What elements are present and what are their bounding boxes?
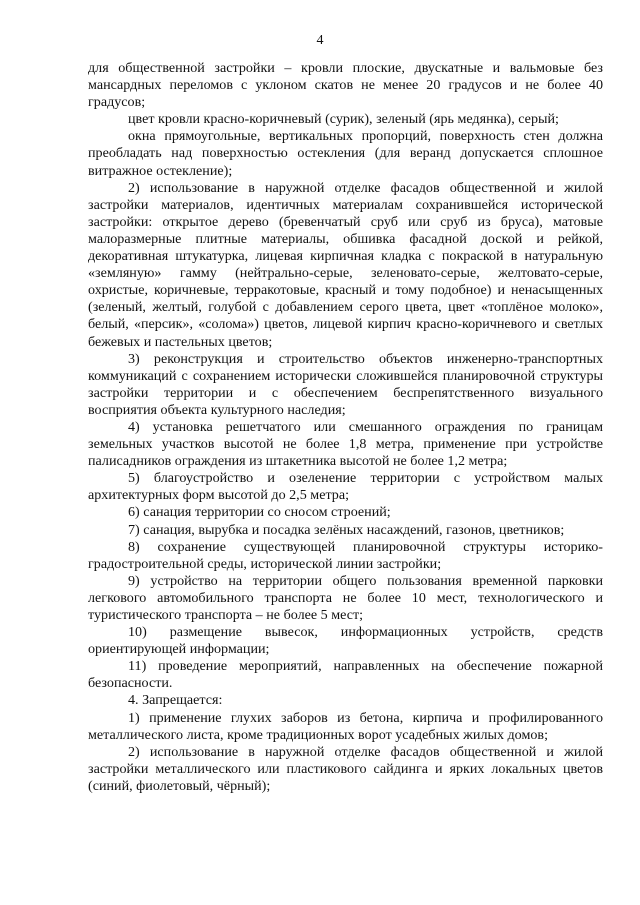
paragraph-item-5-landscaping: 5) благоустройство и озеленение территории с устройством малых архитектурных форм высотой до 2,5 метра; <box>88 470 603 504</box>
paragraph-item-4-fencing: 4) установка решетчатого или смешанного ограждения по границам земельных участков высотой не более 1,8 метра, применение при устройстве палисадников ограждения из штакетника высотой не более 1,2 метра; <box>88 418 603 470</box>
paragraph-item-2-facade-materials: 2) использование в наружной отделке фасадов общественной и жилой застройки материалов, идентичных материалам сохранившейся исторической застройки: открытое дерево (бревенчатый сруб или сруб из бруса), матовые малоразмерные плитные материалы, обшивка фасадной доской и рейкой, декоративная штукатурка, лицевая кирпичная кладка с покраской в натуральную «земляную» гамму (нейтрально-серые, зеленовато-серые, желтовато-серые, охристые, коричневые, терракотовые, красный и тому подобное) и ненасыщенных (зеленый, желтый, голубой с добавлением серого цвета, цвет «топлёное молоко», белый, «персик», «солома») цветов, лицевой кирпич красно-коричневого и светлых бежевых и пастельных цветов; <box>88 179 603 350</box>
section-heading-prohibited: 4. Запрещается: <box>128 692 223 709</box>
paragraph-item-8-planning-structure: 8) сохранение существующей планировочной структуры историко-градостроительной среды, исторической линии застройки; <box>88 538 603 572</box>
paragraph-item-9-parking: 9) устройство на территории общего пользования временной парковки легкового автомобильного транспорта не более 10 мест, технологического и туристического транспорта – не более 5 мест; <box>88 572 603 623</box>
paragraph-item-3-reconstruction: 3) реконструкция и строительство объектов инженерно-транспортных коммуникаций с сохранением исторически сложившейся планировочной структуры застройки территории и с обеспечением беспрепятственного визуального восприятия объекта культурного наследия; <box>88 350 603 418</box>
paragraph-prohibited-2-siding: 2) использование в наружной отделке фасадов общественной и жилой застройки металлического или пластикового сайдинга и ярких локальных цветов (синий, фиолетовый, чёрный); <box>88 743 603 794</box>
paragraph-roof-color: цвет кровли красно-коричневый (сурик), зеленый (ярь медянка), серый; <box>128 111 559 128</box>
paragraph-item-7-greenery: 7) санация, вырубка и посадка зелёных насаждений, газонов, цветников; <box>128 521 565 538</box>
paragraph-windows: окна прямоугольные, вертикальных пропорций, поверхность стен должна преобладать над поверхностью остекления (для веранд допускается сплошное витражное остекление); <box>88 128 603 179</box>
page-number: 4 <box>316 33 324 48</box>
paragraph-prohibited-1-fences: 1) применение глухих заборов из бетона, кирпича и профилированного металлического листа, кроме традиционных ворот усадебных жилых домов; <box>88 709 603 743</box>
paragraph-item-6-sanitation: 6) санация территории со сносом строений; <box>128 504 391 521</box>
paragraph-item-10-signage: 10) размещение вывесок, информационных устройств, средств ориентирующей информации; <box>88 624 603 658</box>
paragraph-item-11-fire-safety: 11) проведение мероприятий, направленных на обеспечение пожарной безопасности. <box>88 658 603 692</box>
paragraph-roof-forms: для общественной застройки – кровли плоские, двускатные и вальмовые без мансардных переломов с уклоном скатов не менее 20 градусов и не более 40 градусов; <box>88 60 603 111</box>
document-body <box>88 60 603 795</box>
